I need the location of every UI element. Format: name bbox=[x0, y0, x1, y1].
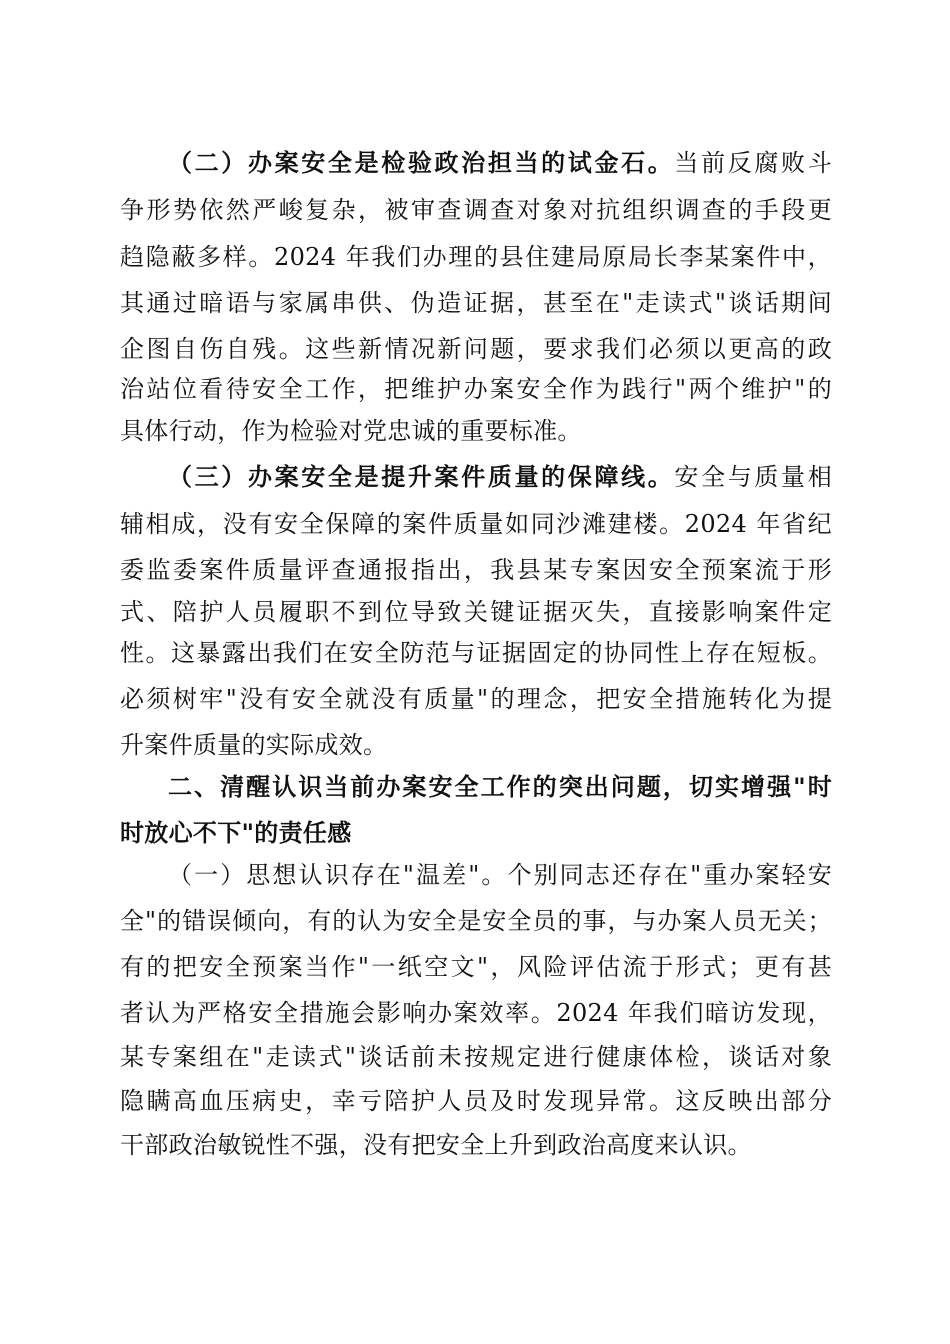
section-heading-line-2: 时放心不下"的责任感 bbox=[120, 819, 352, 847]
para2-lead: （三）办案安全是提升案件质量的保障线。 bbox=[168, 462, 675, 491]
para3-line-4: 者认为严格安全措施会影响办案效率。2024 年我们暗访发现， bbox=[120, 999, 832, 1027]
para2-line-4: 式、陪护人员履职不到位导致关键证据灭失，直接影响案件定 bbox=[120, 598, 832, 626]
para1-line-1 bbox=[168, 144, 832, 182]
para2-line-5: 性。这暴露出我们在安全防范与证据固定的协同性上存在短板。 bbox=[120, 639, 832, 667]
para3-line-3: 有的把安全预案当作"一纸空文"，风险评估流于形式；更有甚 bbox=[120, 953, 832, 981]
para3-line-5: 某专案组在"走读式"谈话前未按规定进行健康体检，谈话对象 bbox=[120, 1043, 832, 1071]
para1-line-4: 其通过暗语与家属串供、伪造证据，甚至在"走读式"谈话期间 bbox=[120, 289, 832, 317]
para3-line-1-text: 个别同志还存在"重办案轻安 bbox=[507, 861, 832, 889]
para3-line-1 bbox=[168, 856, 832, 894]
para1-line-6: 治站位看待安全工作，把维护办案安全作为践行"两个维护"的 bbox=[120, 375, 832, 403]
para3-line-6: 隐瞒高血压病史，幸亏陪护人员及时发现异常。这反映出部分 bbox=[120, 1087, 832, 1115]
para2-line-3: 委监委案件质量评查通报指出，我县某专案因安全预案流于形 bbox=[120, 556, 832, 584]
para1-line-7: 具体行动，作为检验对党忠诚的重要标准。 bbox=[120, 417, 582, 445]
para3-lead: （一）思想认识存在"温差"。 bbox=[168, 861, 508, 889]
para1-line-5: 企图自伤自残。这些新情况新问题，要求我们必须以更高的政 bbox=[120, 335, 832, 363]
para1-line-3: 趋隐蔽多样。2024 年我们办理的县住建局原局长李某案件中， bbox=[120, 243, 832, 271]
para1-lead: （二）办案安全是检验政治担当的试金石。 bbox=[168, 148, 675, 177]
para1-line-2: 争形势依然严峻复杂，被审查调查对象对抗组织调查的手段更 bbox=[120, 196, 832, 224]
para3-line-2: 全"的错误倾向，有的认为安全是安全员的事，与办案人员无关； bbox=[120, 907, 832, 935]
para2-line-7: 升案件质量的实际成效。 bbox=[120, 731, 388, 759]
para2-line-2: 辅相成，没有安全保障的案件质量如同沙滩建楼。2024 年省纪 bbox=[120, 510, 832, 538]
para2-line-1 bbox=[168, 458, 832, 496]
para1-line-1-text: 当前反腐败斗 bbox=[674, 149, 832, 177]
para2-line-1-text: 安全与质量相 bbox=[674, 463, 832, 491]
section-heading-line-1: 二、清醒认识当前办案安全工作的突出问题，切实增强"时 bbox=[168, 773, 832, 801]
para3-line-7: 干部政治敏锐性不强，没有把安全上升到政治高度来认识。 bbox=[120, 1131, 752, 1159]
para2-line-6: 必须树牢"没有安全就没有质量"的理念，把安全措施转化为提 bbox=[120, 685, 832, 713]
